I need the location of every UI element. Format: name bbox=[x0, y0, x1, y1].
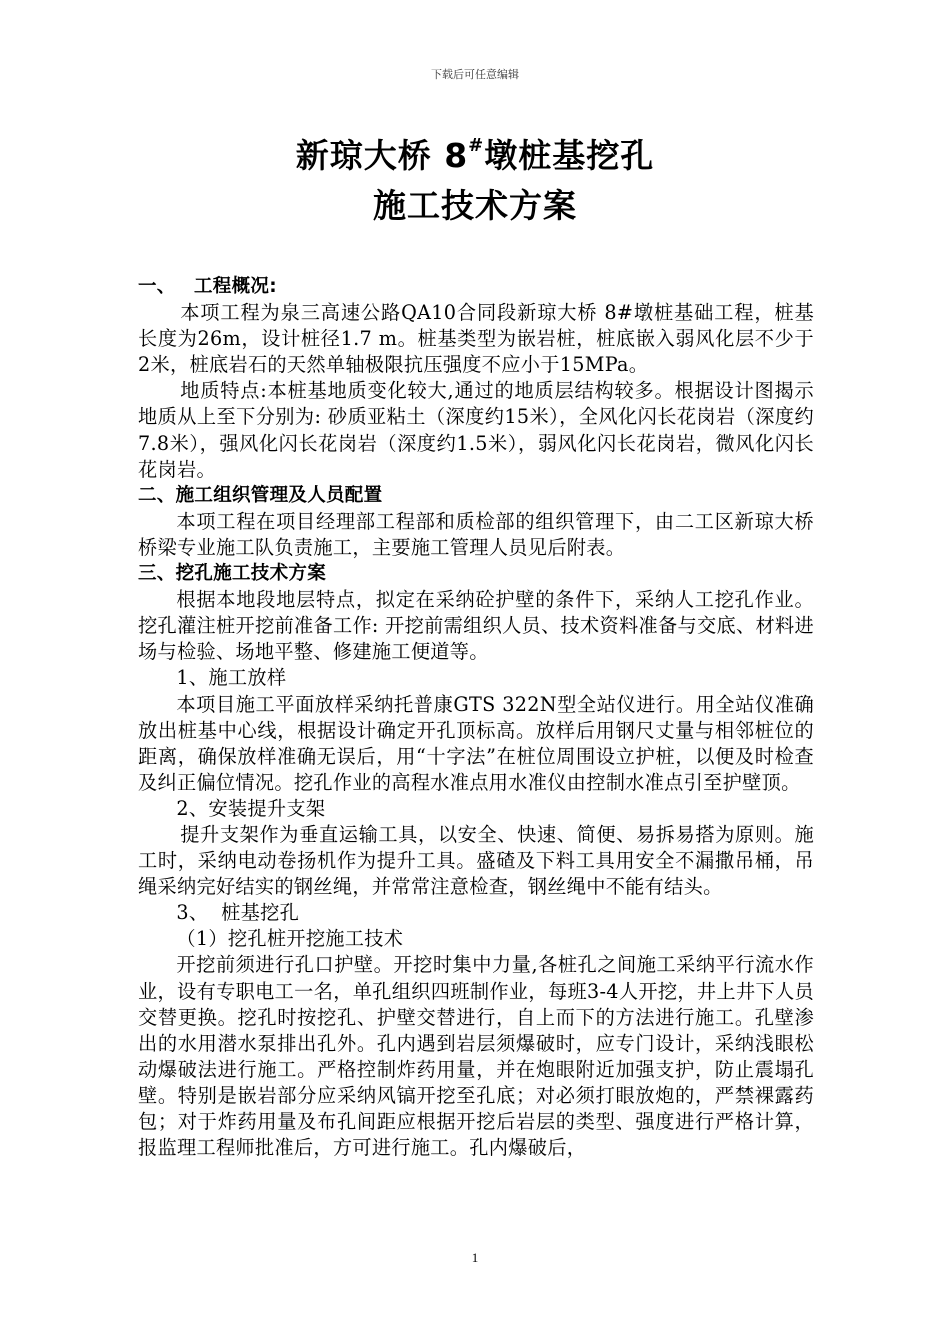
section-1-paragraph-2: 地质特点:本桩基地质变化较大,通过的地质层结构较多。根据设计图揭示地质从上至下分别为: 砂质亚粘土（深度约15米），全风化闪长花岗岩（深度约7.8米），强风化闪长花岗岩（深度约1.5米），弱风化闪长花岗岩，微风化闪长花岗岩。 bbox=[138, 379, 814, 481]
section-2-paragraph-1: 本项工程在项目经理部工程部和质检部的组织管理下，由二工区新琼大桥桥梁专业施工队负责施工，主要施工管理人员见后附表。 bbox=[138, 509, 814, 559]
subsection-3-1-paragraph: 开挖前须进行孔口护壁。开挖时集中力量,各桩孔之间施工采纳平行流水作业，设有专职电工一名，单孔组织四班制作业，每班3-4人开挖，井上井下人员交替更换。挖孔时按挖孔、护壁交替进行，自上而下的方法进行施工。孔壁渗出的水用潜水泵排出孔外。孔内遇到岩层须爆破时，应专门设计，采纳浅眼松动爆破法进行施工。严格控制炸药用量，并在炮眼附近加强支护，防止震塌孔壁。特别是嵌岩部分应采纳风镐开挖至孔底；对必须打眼放炮的，严禁裸露药包；对于炸药用量及布孔间距应根据开挖后岩层的类型、强度进行严格计算，报监理工程师批准后，方可进行施工。孔内爆破后， bbox=[138, 953, 814, 1160]
page-number: 1 bbox=[471, 1250, 479, 1265]
section-3-heading: 三、挖孔施工技术方案 bbox=[138, 563, 327, 585]
title-text-pre: 新琼大桥 8 bbox=[295, 136, 469, 175]
section-3-paragraph-1: 根据本地段地层特点，拟定在采纳砼护壁的条件下，采纳人工挖孔作业。挖孔灌注桩开挖前准备工作: 开挖前需组织人员、技术资料准备与交底、材料进场与检验、场地平整、修建施工便道等。 bbox=[138, 588, 814, 664]
document-body bbox=[138, 274, 814, 1161]
section-1-title: 工程概况: bbox=[194, 276, 277, 297]
subsection-3-1-title: （1）挖孔桩开挖施工技术 bbox=[176, 927, 404, 951]
subsection-2-paragraph: 提升支架作为垂直运输工具，以安全、快速、简便、易拆易搭为原则。施工时，采纳电动卷扬机作为提升工具。盛碴及下料工具用安全不漏撒吊桶，吊绳采纳完好结实的钢丝绳，并常常注意检查，钢丝绳中不能有结头。 bbox=[138, 822, 814, 899]
document-title-line-2: 施工技术方案 bbox=[373, 186, 577, 225]
subsection-3-title: 3、 桩基挖孔 bbox=[176, 901, 300, 925]
section-1-heading bbox=[138, 274, 814, 300]
section-2-heading: 二、施工组织管理及人员配置 bbox=[138, 484, 383, 506]
subsection-1-paragraph: 本项目施工平面放样采纳托普康GTS 322N型全站仪进行。用全站仪准确放出桩基中心线，根据设计确定开孔顶标高。放样后用钢尺丈量与相邻桩位的距离，确保放样准确无误后，用“十字法”在桩位周围设立护桩，以便及时检查及纠正偏位情况。挖孔作业的高程水准点用水准仪由控制水准点引至护壁顶。 bbox=[138, 692, 814, 794]
title-superscript: # bbox=[468, 135, 485, 156]
document-title-line-1 bbox=[0, 130, 950, 177]
subsection-1-title: 1、施工放样 bbox=[176, 666, 287, 690]
section-1-paragraph-1: 本项工程为泉三高速公路QA10合同段新琼大桥 8#墩桩基础工程，桩基长度为26m，设计桩径1.7 m。桩基类型为嵌岩桩，桩底嵌入弱风化层不少于2米，桩底岩石的天然单轴极限抗压强度不应小于15MPa。 bbox=[138, 301, 814, 377]
header-note: 下载后可任意编辑 bbox=[431, 68, 519, 81]
subsection-2-title: 2、安装提升支架 bbox=[176, 796, 326, 820]
title-text-post: 墩桩基挖孔 bbox=[484, 136, 655, 175]
section-1-number: 一、 bbox=[138, 276, 176, 297]
